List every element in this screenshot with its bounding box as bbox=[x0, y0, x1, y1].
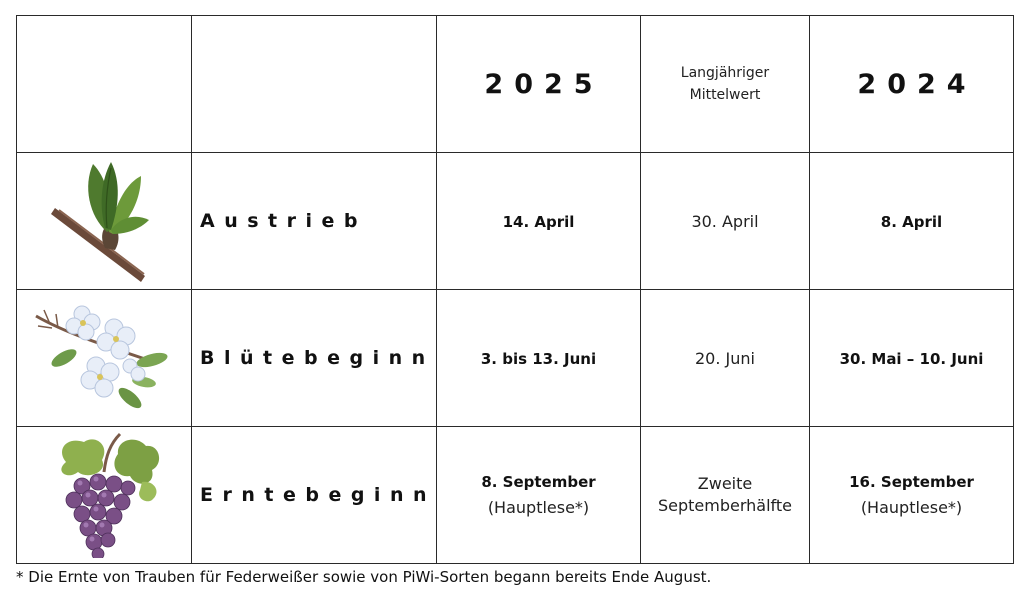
header-empty-cell-1 bbox=[17, 16, 192, 153]
value-2024: 8. April bbox=[880, 212, 943, 231]
value-mean-line1: Zweite bbox=[697, 474, 753, 493]
stage-label-bluetebeginn: Blütebeginn bbox=[192, 290, 437, 427]
value-mean: 20. Juni bbox=[695, 348, 755, 368]
value-2024: 16. September bbox=[849, 473, 974, 491]
grapevine-bud-icon bbox=[49, 156, 159, 286]
value-mean: 30. April bbox=[691, 211, 759, 231]
cell-mean-austrieb bbox=[641, 153, 810, 290]
value-2024-note: (Hauptlese*) bbox=[860, 498, 963, 517]
cell-mean-bluetebeginn bbox=[641, 290, 810, 427]
value-2024: 30. Mai – 10. Juni bbox=[839, 349, 984, 368]
year-2025-heading: 2025 bbox=[484, 68, 604, 100]
value-2025-note: (Hauptlese*) bbox=[487, 498, 590, 517]
cell-2025-austrieb bbox=[437, 153, 641, 290]
blossom-branch-icon bbox=[34, 302, 174, 414]
stage-label-erntebeginn: Erntebeginn bbox=[192, 427, 437, 564]
cell-2025-erntebeginn bbox=[437, 427, 641, 564]
footnote: * Die Ernte von Trauben für Federweißer sowie von PiWi-Sorten begann bereits Ende August. bbox=[16, 568, 712, 586]
mean-heading-line1: Langjähriger bbox=[680, 65, 770, 81]
header-mean-cell bbox=[641, 16, 810, 153]
value-2025: 14. April bbox=[502, 212, 575, 231]
header-empty-cell-2 bbox=[192, 16, 437, 153]
cell-2024-bluetebeginn bbox=[810, 290, 1014, 427]
table-row-bluetebeginn bbox=[17, 290, 1014, 427]
icon-cell bbox=[17, 153, 192, 290]
phenology-table bbox=[16, 15, 1014, 564]
value-mean-line2: Septemberhälfte bbox=[657, 496, 792, 515]
value-2025: 3. bis 13. Juni bbox=[480, 349, 597, 368]
header-2025-cell bbox=[437, 16, 641, 153]
cell-2024-austrieb bbox=[810, 153, 1014, 290]
icon-cell bbox=[17, 290, 192, 427]
grape-cluster-icon bbox=[44, 432, 164, 558]
table-row-austrieb bbox=[17, 153, 1014, 290]
header-2024-cell bbox=[810, 16, 1014, 153]
stage-label-austrieb: Austrieb bbox=[192, 153, 437, 290]
icon-cell bbox=[17, 427, 192, 564]
header-row bbox=[17, 16, 1014, 153]
year-2024-heading: 2024 bbox=[857, 68, 977, 100]
cell-2025-bluetebeginn bbox=[437, 290, 641, 427]
value-2025: 8. September bbox=[481, 473, 596, 491]
cell-2024-erntebeginn bbox=[810, 427, 1014, 564]
cell-mean-erntebeginn bbox=[641, 427, 810, 564]
table-row-erntebeginn bbox=[17, 427, 1014, 564]
mean-heading-line2: Mittelwert bbox=[689, 87, 761, 103]
